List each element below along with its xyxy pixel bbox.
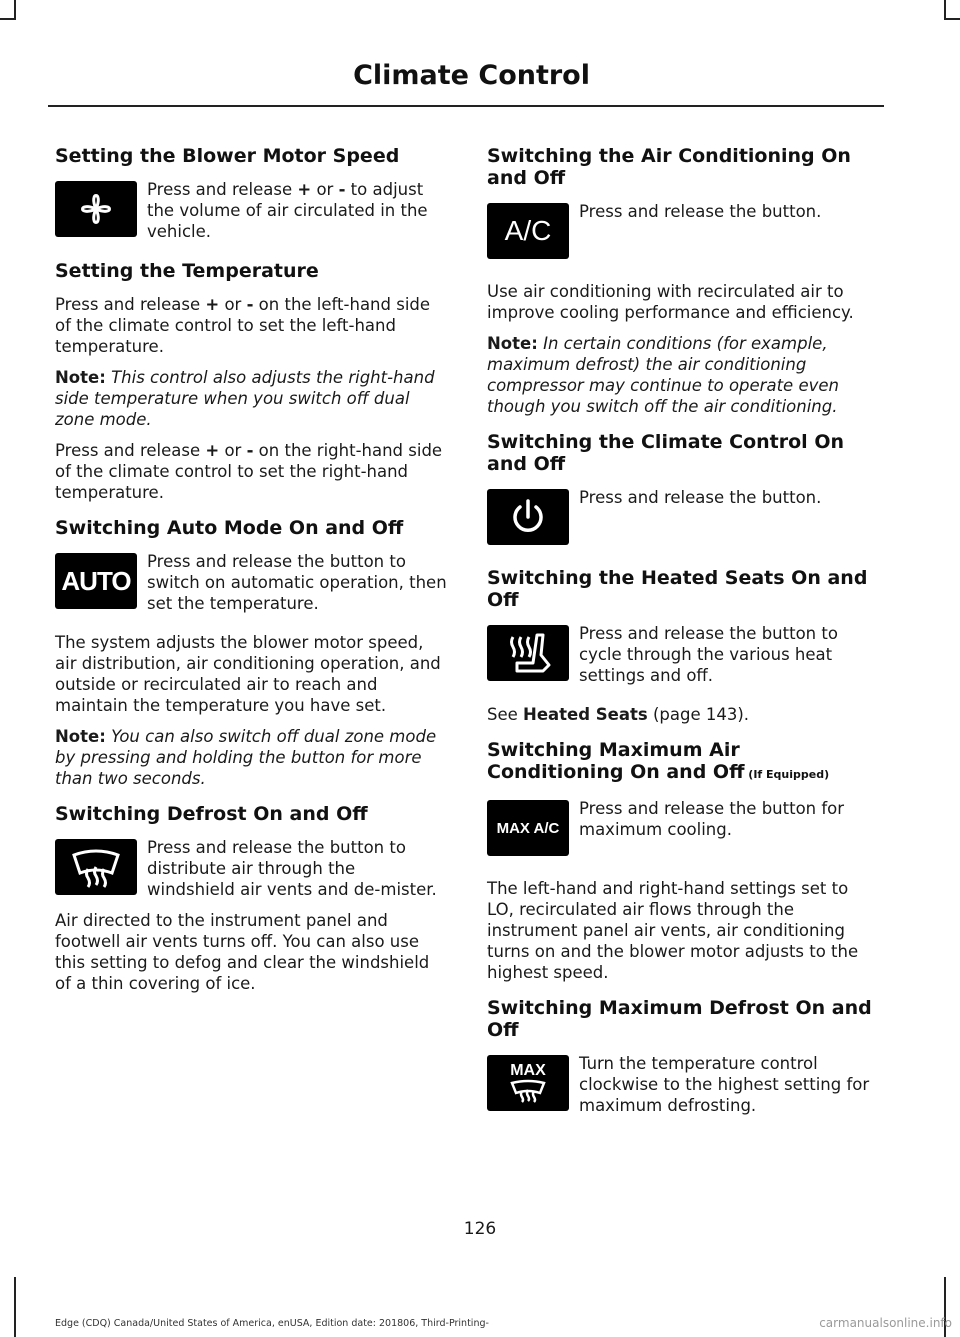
- heated-seats-link[interactable]: Heated Seats: [523, 705, 648, 724]
- crop-mark: [944, 18, 960, 20]
- section-max-defrost: [487, 997, 879, 1116]
- ac-icon: A/C: [487, 203, 569, 259]
- section-heading: Switching Maximum Air Conditioning On and Off (If Equipped): [487, 739, 830, 783]
- paragraph: The left-hand and right-hand settings set to LO, recirculated air flows through the instrument panel air vents, air conditioning turns on and the blower motor adjusts to the highest speed.: [487, 879, 859, 982]
- header-rule: [48, 105, 884, 107]
- maxdefrost-text: Turn the temperature control clockwise to the highest setting for maximum defrosting.: [579, 1054, 870, 1115]
- max-label: MAX: [510, 1062, 546, 1079]
- icon-row: [55, 179, 447, 242]
- section-heading: Switching the Air Conditioning On and Off: [487, 145, 851, 189]
- icon-row: [487, 623, 879, 686]
- paragraph: The system adjusts the blower motor speed, air distribution, air conditioning operation, and outside or recirculated air to reach and maintain the temperature you have set.: [55, 633, 441, 715]
- page-number: 126: [463, 1219, 497, 1239]
- icon-row: [487, 1053, 879, 1116]
- icon-row: [487, 201, 879, 263]
- max-defrost-icon: [487, 1055, 569, 1111]
- note: Note: This control also adjusts the right-hand side temperature when you switch off dual zone mode.: [55, 368, 435, 429]
- icon-row: [487, 798, 879, 860]
- icon-row: [487, 487, 879, 549]
- section-heading: Setting the Temperature: [55, 260, 319, 282]
- crop-mark: [944, 0, 946, 20]
- right-column: [487, 145, 879, 1134]
- ac-text: Press and release the button.: [579, 202, 822, 221]
- icon-row: [55, 551, 447, 614]
- section-heading: Setting the Blower Motor Speed: [55, 145, 400, 167]
- maxac-text: Press and release the button for maximum cooling.: [579, 799, 845, 839]
- section-heading: Switching Maximum Defrost On and Off: [487, 997, 872, 1041]
- icon-row: [55, 837, 447, 900]
- watermark: carmanualsonline.info: [819, 1316, 952, 1330]
- section-defrost: [55, 803, 447, 994]
- crop-mark: [14, 1277, 16, 1337]
- section-temperature: [55, 260, 447, 503]
- max-ac-icon: MAX A/C: [487, 800, 569, 856]
- auto-icon: AUTO: [55, 553, 137, 609]
- power-icon: [487, 489, 569, 545]
- climate-text: Press and release the button.: [579, 488, 822, 507]
- section-heading: Switching Defrost On and Off: [55, 803, 368, 825]
- section-blower: [55, 145, 447, 242]
- section-ac: [487, 145, 879, 417]
- blower-text: Press and release + or - to adjust the volume of air circulated in the vehicle.: [147, 180, 428, 241]
- crop-mark: [14, 0, 16, 20]
- seats-text: Press and release the button to cycle through the various heat settings and off.: [579, 624, 838, 685]
- footer: Edge (CDQ) Canada/United States of America, enUSA, Edition date: 201806, Third-Printing-: [55, 1318, 489, 1329]
- section-heading: Switching the Heated Seats On and Off: [487, 567, 868, 611]
- auto-text: Press and release the button to switch on automatic operation, then set the temperature.: [147, 552, 447, 613]
- heated-seat-icon: [487, 625, 569, 681]
- windshield-defrost-icon: [55, 839, 137, 895]
- crop-mark: [0, 18, 16, 20]
- section-heading: Switching Auto Mode On and Off: [55, 517, 404, 539]
- section-heated-seats: [487, 567, 879, 725]
- paragraph: Use air conditioning with recirculated air to improve cooling performance and efficiency.: [487, 282, 854, 322]
- paragraph: Press and release + or - on the left-hand side of the climate control to set the left-hand temperature.: [55, 295, 431, 356]
- note: Note: You can also switch off dual zone mode by pressing and holding the button for more than two seconds.: [55, 727, 437, 788]
- paragraph: Air directed to the instrument panel and footwell air vents turns off. You can also use this setting to defog and clear the windshield of a thin covering of ice.: [55, 911, 430, 993]
- section-max-ac: [487, 739, 879, 983]
- section-heading: Switching the Climate Control On and Off: [487, 431, 844, 475]
- see-reference: See Heated Seats (page 143).: [487, 705, 750, 724]
- section-auto: [55, 517, 447, 789]
- note: Note: In certain conditions (for example, maximum defrost) the air conditioning compressor may continue to operate even though you switch off the air conditioning.: [487, 334, 839, 416]
- left-column: [55, 145, 447, 1008]
- defrost-text: Press and release the button to distribute air through the windshield air vents and de-mister.: [147, 838, 437, 899]
- page-title: Climate Control: [353, 60, 590, 91]
- fan-icon: [55, 181, 137, 237]
- section-climate-power: [487, 431, 879, 549]
- paragraph: Press and release + or - on the right-hand side of the climate control to set the right-hand temperature.: [55, 441, 443, 502]
